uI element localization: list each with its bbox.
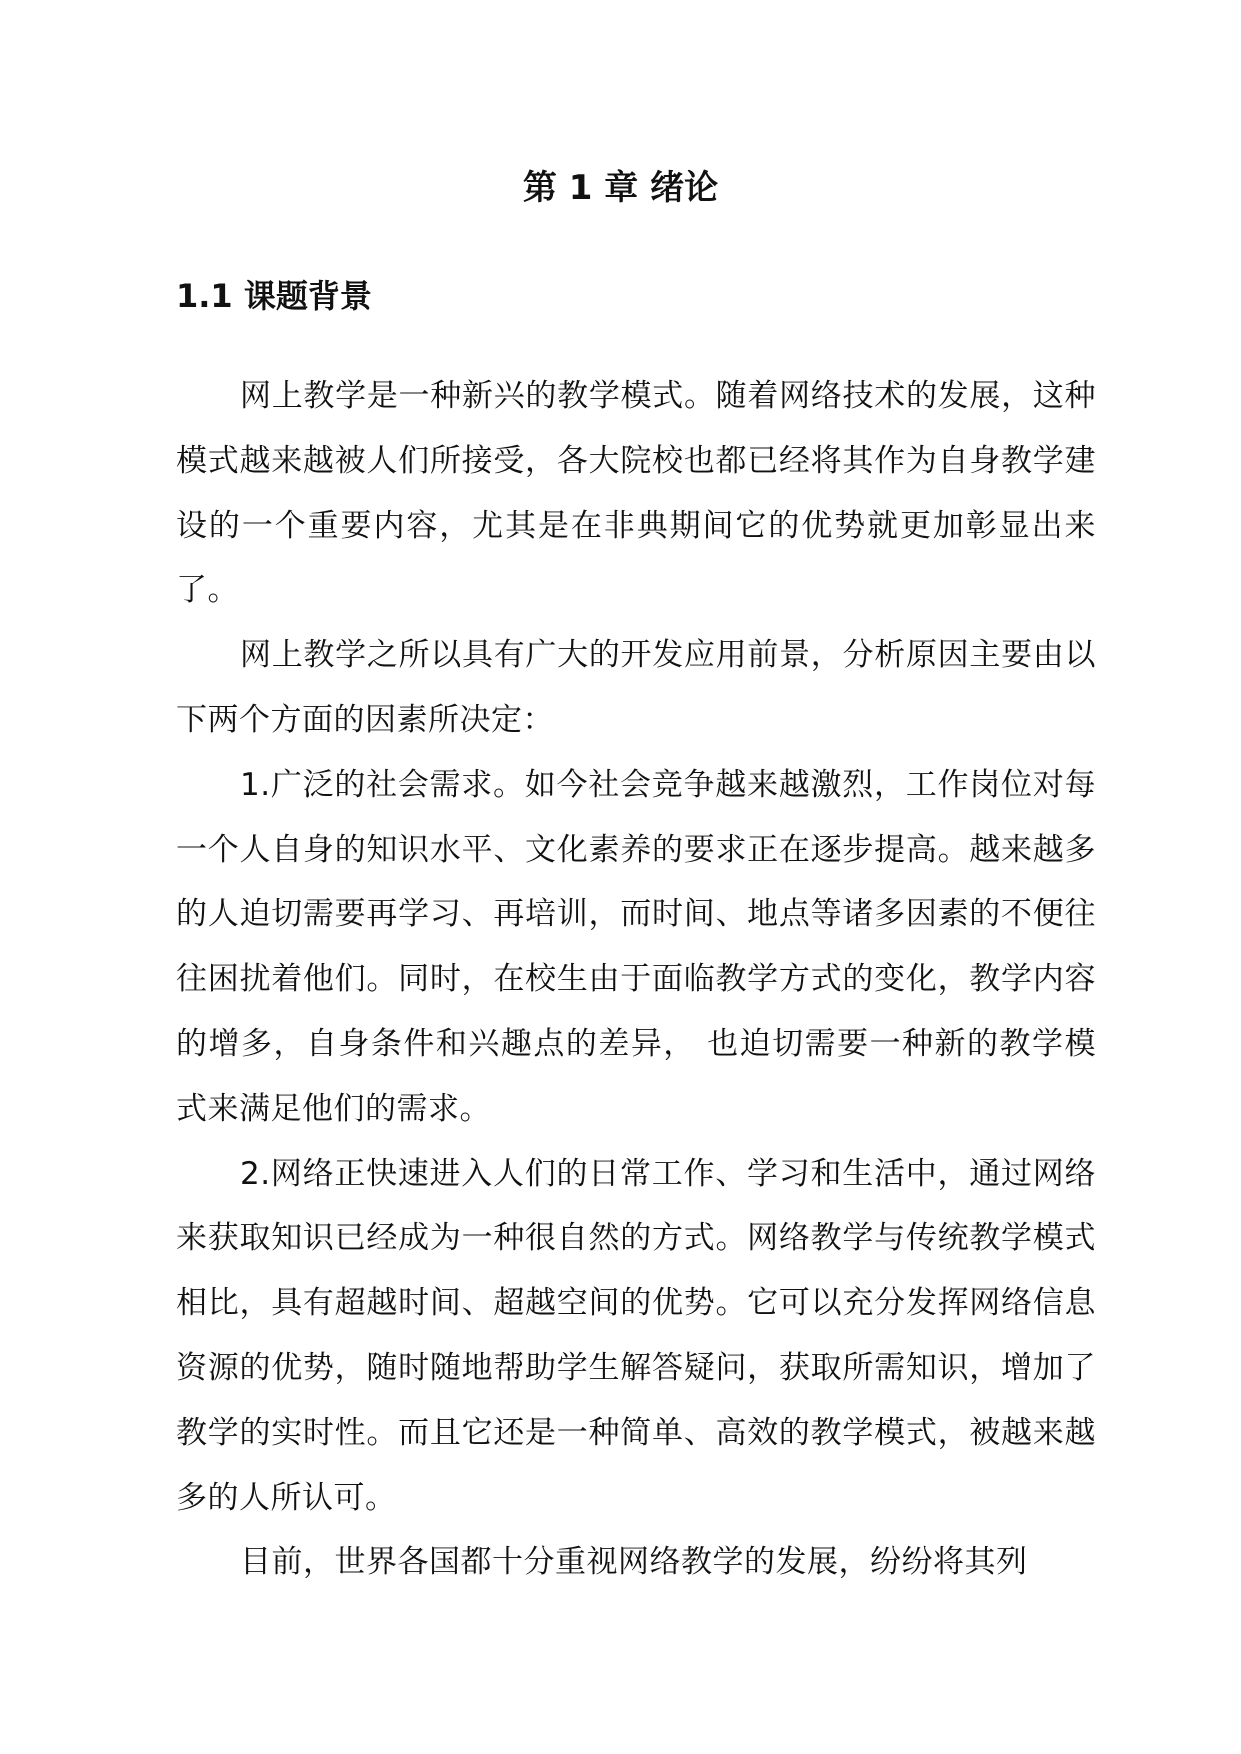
body-text: [176, 364, 1096, 1595]
chapter-title: 第 1 章 绪论: [522, 168, 719, 208]
paragraph: 网上教学之所以具有广大的开发应用前景，分析原因主要由以下两个方面的因素所决定：: [176, 637, 1096, 738]
section-heading: 1.1 课题背景: [176, 277, 372, 315]
paragraph: 目前，世界各国都十分重视网络教学的发展，纷纷将其列: [240, 1544, 1028, 1581]
paragraph: 网上教学是一种新兴的教学模式。随着网络技术的发展，这种模式越来越被人们所接受，各大院校也都已经将其作为自身教学建设的一个重要内容，尤其是在非典期间它的优势就更加彰显出来了。: [176, 378, 1096, 609]
paragraph: 1.广泛的社会需求。如今社会竞争越来越激烈，工作岗位对每一个人自身的知识水平、文化素养的要求正在逐步提高。越来越多的人迫切需要再学习、再培训，而时间、地点等诸多因素的不便往往困扰着他们。同时，在校生由于面临教学方式的变化，教学内容的增多，自身条件和兴趣点的差异， 也迫切需要一种新的教学模式来满足他们的需求。: [176, 766, 1096, 1127]
paragraph: 2.网络正快速进入人们的日常工作、学习和生活中，通过网络来获取知识已经成为一种很自然的方式。网络教学与传统教学模式相比，具有超越时间、超越空间的优势。它可以充分发挥网络信息资源的优势，随时随地帮助学生解答疑问，获取所需知识，增加了教学的实时性。而且它还是一种简单、高效的教学模式，被越来越多的人所认可。: [176, 1155, 1096, 1516]
